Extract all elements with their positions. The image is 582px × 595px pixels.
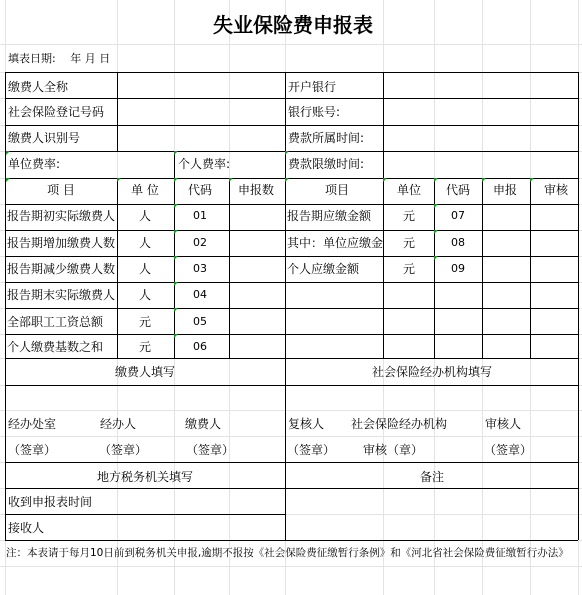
border-line <box>5 308 578 309</box>
header-unit-left: 单 位 <box>131 183 159 197</box>
border-line <box>530 178 531 358</box>
row-unit: 元 <box>402 262 416 276</box>
agency-label: 社会保险经办机构 <box>351 417 448 431</box>
payer-name-label: 缴费人全称 <box>8 80 69 94</box>
row-code: 01 <box>193 209 207 222</box>
row-code: 04 <box>193 288 207 301</box>
cell-comment-marker <box>434 178 438 182</box>
gridline <box>0 410 582 411</box>
row-item: 个人缴费基数之和 <box>7 340 104 354</box>
cell-comment-marker <box>174 308 178 312</box>
border-line <box>5 72 6 540</box>
reviewer-label: 复核人 <box>288 417 325 431</box>
receiver-label: 接收人 <box>8 521 45 535</box>
footnote: 注：本表请于每月10日前到税务机关申报,逾期不报按《社会保险费征缴暂行条例》和《河北省社会保险费征缴暂行办法》 <box>6 547 569 559</box>
border-line <box>117 72 118 151</box>
header-declared-right: 申报 <box>492 183 518 197</box>
cell-comment-marker <box>117 178 121 182</box>
border-line <box>383 72 384 178</box>
border-line <box>117 178 118 358</box>
row-unit: 元 <box>402 236 416 250</box>
row-code: 09 <box>451 262 465 275</box>
cell-comment-marker <box>285 151 289 155</box>
border-line <box>578 72 579 540</box>
border-line <box>5 98 578 99</box>
account-label: 银行账号: <box>288 105 341 119</box>
border-line <box>482 178 483 358</box>
row-unit: 元 <box>138 315 152 329</box>
cell-comment-marker <box>482 178 486 182</box>
border-line <box>285 178 286 540</box>
border-line <box>229 178 230 358</box>
border-line <box>5 204 578 205</box>
seal-label: （签章） <box>484 443 533 457</box>
border-line <box>5 488 578 489</box>
seal-label: （签章） <box>99 443 148 457</box>
cell-comment-marker <box>434 204 438 208</box>
row-item: 报告期初实际缴费人 <box>7 209 116 223</box>
row-item: 报告期应缴金额 <box>287 209 372 223</box>
border-line <box>5 256 578 257</box>
auditor-label: 审核人 <box>485 417 522 431</box>
cell-comment-marker <box>6 178 10 182</box>
handler-label: 经办人 <box>100 417 137 431</box>
row-unit: 人 <box>138 262 152 276</box>
cell-comment-marker <box>174 151 178 155</box>
header-audit-right: 审核 <box>543 183 569 197</box>
border-line <box>285 72 286 178</box>
row-unit: 元 <box>402 209 416 223</box>
row-code: 08 <box>451 236 465 249</box>
payer-label: 缴费人 <box>185 417 222 431</box>
border-line <box>5 282 578 283</box>
cell-comment-marker <box>285 178 289 182</box>
border-line <box>383 178 384 358</box>
row-item: 报告期末实际缴费人 <box>7 288 116 302</box>
cell-comment-marker <box>174 282 178 286</box>
row-unit: 人 <box>138 209 152 223</box>
handling-office-label: 经办处室 <box>8 417 57 431</box>
border-line <box>5 178 578 179</box>
header-code-right: 代码 <box>445 183 471 197</box>
form-title: 失业保险费申报表 <box>213 13 373 37</box>
row-item: 其中：单位应缴金 <box>287 236 384 250</box>
fill-date: 填表日期: 年 月 日 <box>8 52 111 65</box>
row-unit: 元 <box>138 340 152 354</box>
row-code: 07 <box>451 209 465 222</box>
border-line <box>5 151 578 152</box>
unit-rate-label: 单位费率: <box>8 157 61 171</box>
gridline <box>0 436 582 437</box>
border-line <box>5 514 285 515</box>
border-line <box>5 385 578 386</box>
agency-fill-header: 社会保险经办机构填写 <box>371 365 493 379</box>
border-line <box>5 72 578 73</box>
payer-fill-header: 缴费人填写 <box>114 365 176 379</box>
audit-seal-label: 审核（章） <box>363 443 424 457</box>
header-item-left: 项 目 <box>47 183 75 197</box>
border-line <box>5 125 578 126</box>
cell-comment-marker <box>174 256 178 260</box>
remarks-header: 备注 <box>419 470 445 484</box>
cell-comment-marker <box>6 151 10 155</box>
row-unit: 人 <box>138 236 152 250</box>
cell-comment-marker <box>174 178 178 182</box>
seal-label: （签章） <box>186 443 235 457</box>
tax-fill-header: 地方税务机关填写 <box>96 470 194 484</box>
cell-comment-marker <box>434 230 438 234</box>
deadline-label: 费款限缴时间: <box>288 157 365 171</box>
row-item: 全部职工工资总额 <box>7 315 104 329</box>
cell-comment-marker <box>229 178 233 182</box>
cell-comment-marker <box>434 256 438 260</box>
border-line <box>5 334 578 335</box>
cell-comment-marker <box>174 230 178 234</box>
border-line <box>5 230 578 231</box>
header-code-left: 代码 <box>187 183 213 197</box>
header-declared-left: 申报数 <box>237 183 275 197</box>
border-line <box>5 462 578 463</box>
period-label: 费款所属时间: <box>288 131 365 145</box>
border-line <box>174 151 175 178</box>
cell-comment-marker <box>383 178 387 182</box>
header-unit-right: 单位 <box>396 183 422 197</box>
row-item: 报告期增加缴费人数 <box>7 236 116 250</box>
seal-label: （签章） <box>287 443 336 457</box>
cell-comment-marker <box>530 178 534 182</box>
row-item: 报告期减少缴费人数 <box>7 262 116 276</box>
row-code: 05 <box>193 315 207 328</box>
row-unit: 人 <box>138 288 152 302</box>
header-item-right: 项目 <box>324 183 350 197</box>
seal-label: （签章） <box>8 443 57 457</box>
cell-comment-marker <box>174 204 178 208</box>
gridline <box>0 566 582 567</box>
row-code: 03 <box>193 262 207 275</box>
gridline <box>0 44 582 45</box>
row-code: 06 <box>193 340 207 353</box>
reg-no-label: 社会保险登记号码 <box>8 105 105 119</box>
received-time-label: 收到申报表时间 <box>8 495 93 509</box>
payer-id-label: 缴费人识别号 <box>8 131 81 145</box>
bank-label: 开户银行 <box>288 80 337 94</box>
cell-comment-marker <box>174 334 178 338</box>
row-item: 个人应缴金额 <box>287 262 360 276</box>
personal-rate-label: 个人费率: <box>178 157 231 171</box>
row-code: 02 <box>193 236 207 249</box>
border-line <box>5 358 578 359</box>
border-line <box>5 540 578 541</box>
